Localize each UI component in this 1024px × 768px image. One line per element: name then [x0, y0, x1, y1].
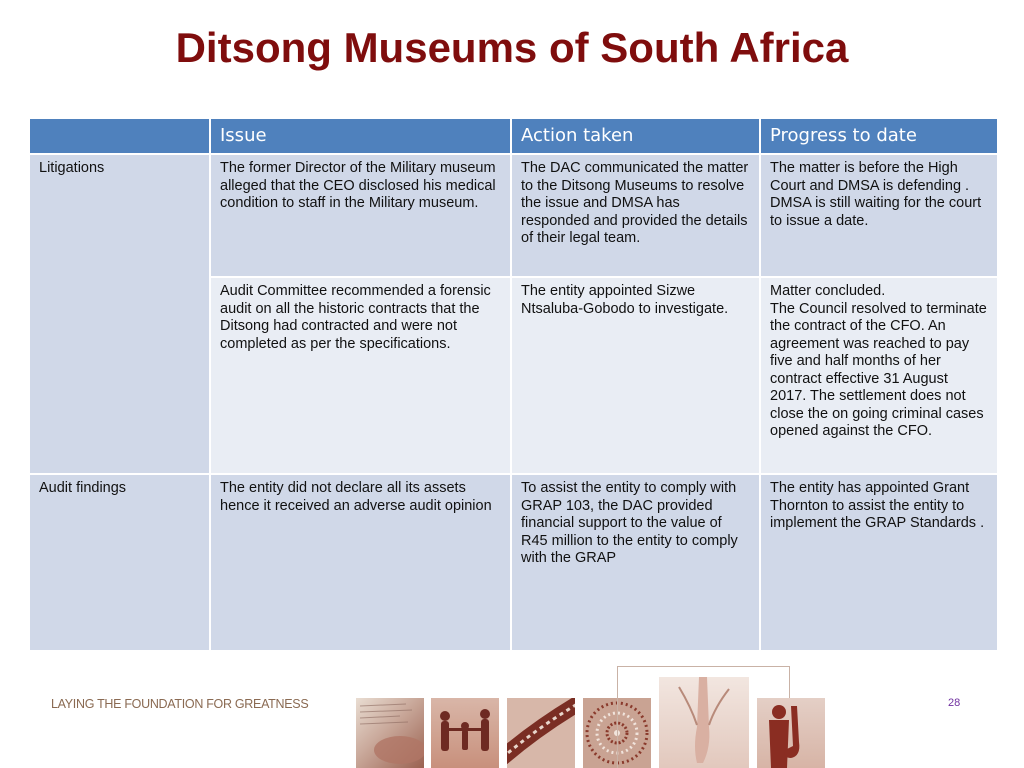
row-category: Audit findings — [29, 474, 210, 651]
header-progress: Progress to date — [760, 118, 998, 154]
row-progress: The matter is before the High Court and DMSA is defending . DMSA is still waiting for the court to issue a date. — [760, 154, 998, 277]
film-reel-photo — [507, 698, 575, 768]
page-number: 28 — [948, 697, 961, 709]
row-action: To assist the entity to comply with GRAP 103, the DAC provided financial support to the value of R45 million to the entity to comply with the GRAP — [511, 474, 760, 651]
row-progress: Matter concluded. The Council resolved to terminate the contract of the CFO. An agreement was reached to pay five and half months of her contract effective 31 August 2017. The settlement does not close the on going criminal cases opened against the CFO. — [760, 277, 998, 474]
row-action: The DAC communicated the matter to the Ditsong Museums to resolve the issue and DMSA has responded and provided the details of their legal team. — [511, 154, 760, 277]
row-action: The entity appointed Sizwe Ntsaluba-Gobodo to investigate. — [511, 277, 760, 474]
row-progress: The entity has appointed Grant Thornton to assist the entity to implement the GRAP Standards . — [760, 474, 998, 651]
footer-tagline: LAYING THE FOUNDATION FOR GREATNESS — [51, 697, 309, 711]
litigation-table — [28, 117, 999, 652]
header-issue: Issue — [210, 118, 511, 154]
table-header-row — [29, 118, 998, 154]
table-row — [29, 154, 998, 277]
family-silhouette-photo — [431, 698, 499, 768]
ballet-shoes-photo — [659, 677, 749, 768]
header-action: Action taken — [511, 118, 760, 154]
row-category: Litigations — [29, 154, 210, 474]
header-category — [29, 118, 210, 154]
saxophone-photo — [757, 698, 825, 768]
row-issue: The entity did not declare all its assets hence it received an adverse audit opinion — [210, 474, 511, 651]
hand-writing-photo — [356, 698, 424, 768]
table-row — [29, 474, 998, 651]
row-issue: Audit Committee recommended a forensic audit on all the historic contracts that the Ditsong had contracted and were not completed as per the specifications. — [210, 277, 511, 474]
slide-title: Ditsong Museums of South Africa — [175, 24, 849, 71]
row-issue: The former Director of the Military museum alleged that the CEO disclosed his medical condition to staff in the Military museum. — [210, 154, 511, 277]
